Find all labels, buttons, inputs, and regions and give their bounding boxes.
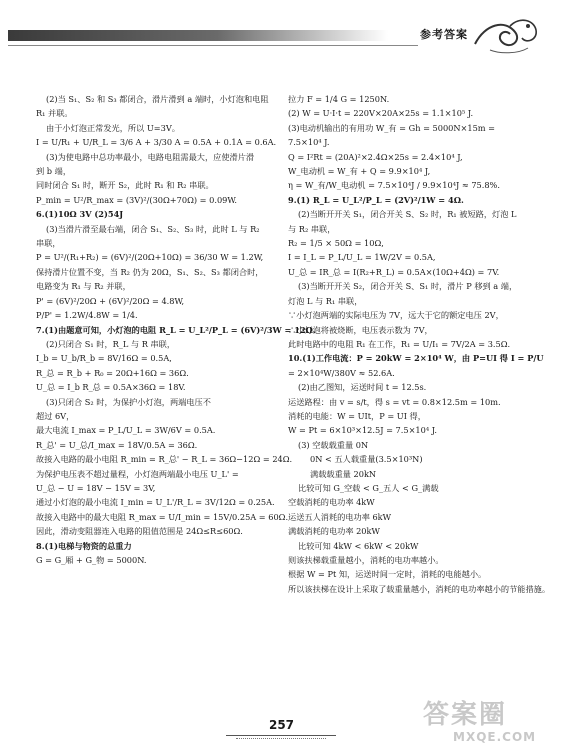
text-line: (2)当 S₁、S₂ 和 S₃ 都闭合，滑片滑到 a 端时，小灯泡和电阻 [46, 94, 269, 104]
text-line: W_电动机 = W_有 + Q = 9.9×10⁴ J, [288, 166, 431, 177]
text-line: 故接入电路的最小电阻 R_min = R_总' − R_L = 36Ω−12Ω = 24Ω. [36, 454, 293, 465]
text-line: P_min = U²/R_max = (3V)²/(30Ω+70Ω) = 0.09W. [36, 194, 237, 205]
page-header [0, 0, 563, 62]
watermark-url: MXQE.COM [453, 730, 537, 744]
watermark-title: 答案圈 [423, 700, 508, 730]
text-line: η = W_有/W_电动机 = 7.5×10⁴J / 9.9×10⁴J ≈ 75.8%. [288, 180, 500, 191]
text-line: (3)当断开开关 S₂，闭合开关 S、S₁ 时，滑片 P 移到 a 端， [298, 281, 518, 292]
text-line: 满载消耗的电功率 20kW [288, 526, 380, 537]
question-8: 8.(1)电梯与物资的总重力 [36, 540, 132, 551]
text-line: 因此，滑动变阻器连入电路的阻值范围是 24Ω≤R≤60Ω. [36, 526, 243, 537]
text-line: 则该扶梯载重量越小，消耗的电功率越小。 [288, 555, 444, 565]
text-line: 最大电流 I_max = P_L/U_L = 3W/6V = 0.5A. [36, 425, 216, 436]
text-line: (3) 空载载重量 0N [298, 439, 369, 450]
text-line: R₂ = 1/5 × 50Ω = 10Ω, [288, 238, 384, 249]
text-line: ∴小灯泡将被烧断，电压表示数为 7V， [288, 324, 433, 335]
text-line: (3)电动机输出的有用功 W_有 = Gh = 5000N×15m = [288, 122, 496, 133]
text-line: 运送五人消耗的电功率 6kW [288, 511, 392, 522]
text-line: G = G_厢 + G_物 = 5000N. [36, 555, 147, 565]
text-line: 电路变为 R₁ 与 R₂ 并联， [36, 281, 131, 292]
text-line: 为保护电压表不超过量程，小灯泡两端最小电压 U_L' = [36, 468, 239, 479]
text-line: I = I_L = P_L/U_L = 1W/2V = 0.5A, [288, 252, 436, 263]
text-line: (2) W = U·I·t = 220V×20A×25s = 1.1×10⁵ J. [288, 108, 474, 119]
page-number-dotted-rule [236, 738, 326, 740]
text-line: (3)当滑片滑至最右端，闭合 S₁、S₂、S₃ 时，此时 L 与 R₂ [46, 223, 260, 234]
text-line: (3)为使电路中总功率最小，电路电阻需最大，应使滑片滑 [46, 151, 255, 162]
text-line: 7.5×10⁴ J. [288, 137, 330, 148]
text-line: 消耗的电能：W = UIt，P = UI 得， [288, 410, 426, 421]
text-line: W = Pt = 6×10³×12.5J = 7.5×10⁴ J. [288, 425, 437, 436]
text-line: R₁ 并联。 [36, 108, 73, 119]
text-line: 运送路程：由 v = s/t，得 s = vt = 0.8×12.5m = 10m. [288, 396, 501, 407]
text-line: U_总 = IR_总 = I(R₂+R_L) = 0.5A×(10Ω+4Ω) = 7V. [288, 266, 500, 277]
text-line: 由于小灯泡正常发光，所以 U=3V。 [46, 122, 180, 133]
text-line: 所以该扶梯在设计上采取了载重量越小，消耗的电功率越小的节能措施。 [288, 583, 551, 594]
page-number: 257 [268, 718, 295, 732]
text-line: (3)只闭合 S₂ 时，为保护小灯泡，两端电压不 [46, 396, 211, 407]
text-line: ∵小灯泡两端的实际电压为 7V，远大于它的额定电压 2V， [288, 310, 504, 321]
text-line: P = U²/(R₁+R₂) = (6V)²/(20Ω+10Ω) = 36/30 W = 1.2W, [36, 252, 264, 263]
text-line: (2)由乙图知，运送时间 t = 12.5s. [298, 382, 427, 393]
text-line: 同时闭合 S₁ 时，断开 S₂，此时 R₁ 和 R₂ 串联。 [36, 180, 214, 191]
text-line: P' = (6V)²/20Ω + (6V)²/20Ω = 4.8W, [36, 295, 185, 306]
page-number-rule [226, 735, 336, 736]
text-line: 故接入电路中的最大电阻 R_max = U/I_min = 15V/0.25A = 60Ω. [36, 511, 289, 522]
text-line: 灯泡 L 与 R₁ 串联， [288, 295, 363, 306]
watermark [423, 700, 553, 748]
text-line: R_总' = U_总/I_max = 18V/0.5A = 36Ω. [36, 439, 198, 450]
question-9: 9.(1) R_L = U_L²/P_L = (2V)²/1W = 4Ω. [288, 194, 464, 205]
text-line: R_总 = R_b + R₀ = 20Ω+16Ω = 36Ω. [36, 367, 189, 378]
text-line: 满载载重量 20kN [310, 468, 377, 479]
text-line: (2)当断开开关 S₁，闭合开关 S、S₂ 时，R₁ 被短路，灯泡 L [298, 209, 517, 220]
text-line: 通过小灯泡的最小电流 I_min = U_L'/R_L = 3V/12Ω = 0.25A. [36, 497, 275, 508]
text-line: 拉力 F = 1/4 G = 1250N. [288, 94, 390, 104]
text-line: (2)只闭合 S₁ 时，R_L 与 R 串联， [46, 338, 176, 349]
brace-note: 比较可知 G_空载 < G_五人 < G_满载 [298, 482, 439, 493]
text-line: 保持滑片位置不变，当 R₂ 仍为 20Ω，S₁、S₂、S₃ 都闭合时， [36, 266, 264, 277]
brace-note: 比较可知 4kW < 6kW < 20kW [298, 540, 419, 551]
question-6: 6.(1)10Ω 3V (2)54J [36, 209, 124, 220]
text-line: 0N < 五人载重量(3.5×10³N) [310, 454, 423, 465]
text-line: I = U/R₁ + U/R_L = 3/6 A + 3/30 A = 0.5A + 0.1A = 0.6A. [36, 137, 277, 148]
text-line: 此时电路中的电阻 R₁ 在工作，R₁ = U/I₁ = 7V/2A = 3.5Ω. [288, 338, 511, 349]
text-line: U_总 = I_b R_总 = 0.5A×36Ω = 18V. [36, 382, 186, 393]
text-line: I_b = U_b/R_b = 8V/16Ω = 0.5A, [36, 353, 172, 364]
text-line: 串联， [36, 238, 61, 249]
text-line: = 2×10⁴W/380V ≈ 52.6A. [288, 367, 395, 378]
header-tag: 参考答案 [420, 28, 468, 41]
right-column [288, 92, 551, 596]
text-line: 空载消耗的电功率 4kW [288, 497, 375, 508]
text-line: Q = I²Rt = (20A)²×2.4Ω×25s = 2.4×10⁴ J, [288, 151, 463, 162]
text-line: U_总 − U = 18V − 15V = 3V, [36, 482, 156, 493]
text-line: 超过 6V， [36, 410, 75, 421]
decorative-swirl-icon [470, 14, 540, 58]
text-line: 根据 W = Pt 知，运送时间一定时，消耗的电能越小。 [288, 569, 487, 580]
header-rule [8, 45, 418, 46]
text-line: 到 b 端， [36, 166, 72, 177]
text-line: P/P' = 1.2W/4.8W = 1/4. [36, 310, 138, 321]
text-line: 与 R₂ 串联， [288, 223, 336, 234]
question-7: 7.(1)由题意可知，小灯泡的电阻 R_L = U_L²/P_L = (6V)²/3W = 12Ω. [36, 324, 316, 335]
question-10: 10.(1)工作电流：P = 20kW = 2×10⁴ W，由 P=UI 得 I = P/U [288, 353, 544, 364]
header-gradient-bar [8, 30, 388, 41]
